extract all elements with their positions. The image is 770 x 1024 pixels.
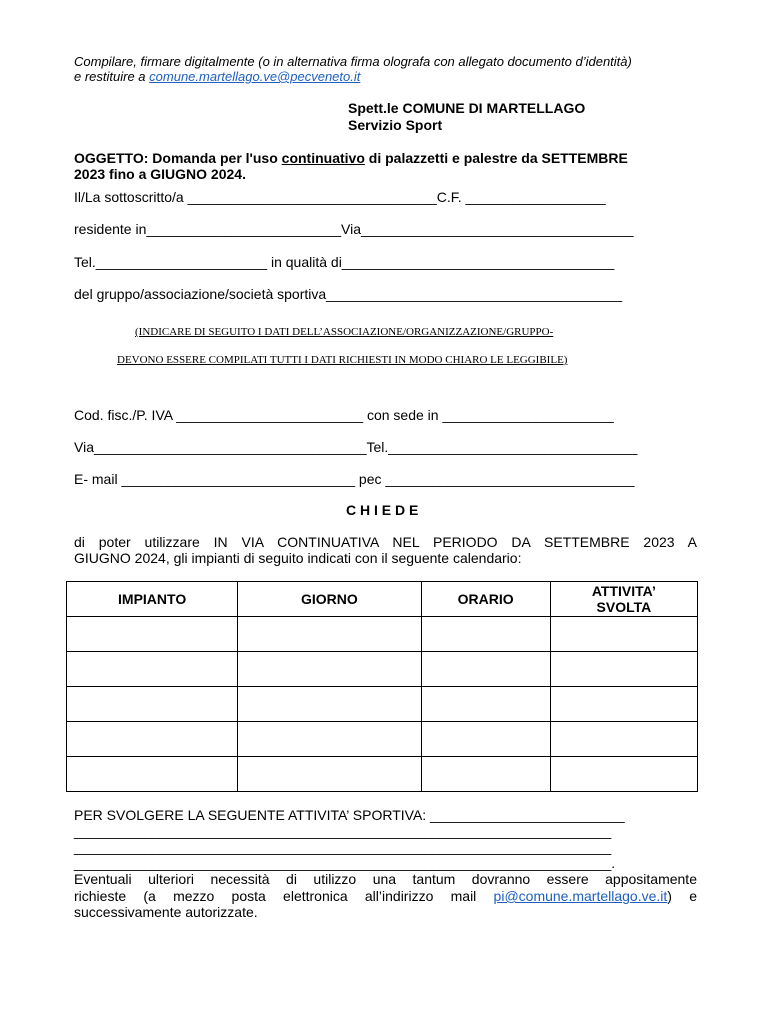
table-row <box>67 722 698 757</box>
cell-impianto[interactable] <box>67 652 238 687</box>
request-line-1: di poter utilizzare IN VIA CONTINUATIVA NEL PERIODO DA SETTEMBRE 2023 A <box>74 534 697 550</box>
cell-attivita[interactable] <box>550 757 697 792</box>
table-row <box>67 687 698 722</box>
cell-giorno[interactable] <box>238 757 421 792</box>
field-tel-qualita[interactable]: Tel.______________________ in qualità di___________________________________ <box>74 254 615 270</box>
field-gruppo[interactable]: del gruppo/associazione/società sportiva______________________________________ <box>74 286 623 302</box>
activity-line-4[interactable]: _____________________________________________________________________. <box>74 855 616 871</box>
cell-giorno[interactable] <box>238 617 421 652</box>
footer-line-2-suffix: ) e <box>667 888 697 904</box>
cell-impianto[interactable] <box>67 687 238 722</box>
calendar-table <box>66 581 698 792</box>
notice-line-1: (INDICARE DI SEGUITO I DATI DELL’ASSOCIAZIONE/ORGANIZZAZIONE/GRUPPO- <box>135 326 554 338</box>
subject-suffix: di palazzetti e palestre da SETTEMBRE <box>364 150 628 166</box>
field-sottoscritto[interactable]: Il/La sottoscritto/a ________________________________C.F. __________________ <box>74 189 606 205</box>
header-attivita <box>550 582 697 617</box>
header-attivita-label: ATTIVITA’ SVOLTA <box>591 583 656 615</box>
instructions-line-1: Compilare, firmare digitalmente (o in alternativa firma olografa con allegato documento d’identità) <box>74 54 632 69</box>
cell-attivita[interactable] <box>550 652 697 687</box>
field-residente[interactable]: residente in_________________________Via___________________________________ <box>74 221 634 237</box>
subject-line-2: 2023 fino a GIUGNO 2024. <box>74 166 246 182</box>
cell-giorno[interactable] <box>238 687 421 722</box>
subject-line-1 <box>74 150 628 167</box>
cell-impianto[interactable] <box>67 617 238 652</box>
field-email-pec[interactable]: E- mail ______________________________ pec ________________________________ <box>74 471 635 487</box>
cell-attivita[interactable] <box>550 617 697 652</box>
header-impianto: IMPIANTO <box>67 582 238 617</box>
recipient-office: Servizio Sport <box>348 117 443 133</box>
footer-line-3: successivamente autorizzate. <box>74 904 258 920</box>
cell-giorno[interactable] <box>238 722 421 757</box>
table-row <box>67 757 698 792</box>
cell-orario[interactable] <box>421 722 550 757</box>
table-row <box>67 652 698 687</box>
field-cod-fisc[interactable]: Cod. fisc./P. IVA ________________________ con sede in ______________________ <box>74 407 614 423</box>
subject-emphasis: continuativo <box>281 150 365 166</box>
table-row <box>67 617 698 652</box>
cell-orario[interactable] <box>421 617 550 652</box>
chiede-heading: C H I E D E <box>346 502 419 518</box>
table-header-row <box>67 582 698 617</box>
cell-giorno[interactable] <box>238 652 421 687</box>
footer-line-2-prefix: richieste (a mezzo posta elettronica all’indirizzo mail <box>74 888 494 904</box>
subject-prefix: OGGETTO: Domanda per l'uso <box>74 150 282 166</box>
cell-orario[interactable] <box>421 757 550 792</box>
header-giorno: GIORNO <box>238 582 421 617</box>
cell-impianto[interactable] <box>67 757 238 792</box>
footer-line-2 <box>74 888 697 905</box>
cell-orario[interactable] <box>421 652 550 687</box>
instructions-prefix: e restituire a <box>74 69 150 84</box>
header-orario: ORARIO <box>421 582 550 617</box>
pi-email-link[interactable]: pi@comune.martellago.ve.it <box>493 888 668 904</box>
recipient-name: Spett.le COMUNE DI MARTELLAGO <box>348 100 586 116</box>
notice-line-2: DEVONO ESSERE COMPILATI TUTTI I DATI RICHIESTI IN MODO CHIARO LE LEGGIBILE) <box>117 354 568 366</box>
instructions-line-2 <box>74 69 360 85</box>
request-line-2: GIUGNO 2024, gli impianti di seguito indicati con il seguente calendario: <box>74 550 522 566</box>
field-via-tel[interactable]: Via___________________________________Tel.________________________________ <box>74 439 638 455</box>
activity-line-2[interactable]: _____________________________________________________________________ <box>74 823 612 839</box>
pec-email-link[interactable]: comune.martellago.ve@pecveneto.it <box>149 69 361 84</box>
footer-line-1: Eventuali ulteriori necessità di utilizzo una tantum dovranno essere appositamente <box>74 871 697 887</box>
cell-attivita[interactable] <box>550 687 697 722</box>
activity-line-3[interactable]: _____________________________________________________________________ <box>74 839 612 855</box>
cell-impianto[interactable] <box>67 722 238 757</box>
cell-attivita[interactable] <box>550 722 697 757</box>
activity-label[interactable]: PER SVOLGERE LA SEGUENTE ATTIVITA’ SPORTIVA: _________________________ <box>74 807 625 823</box>
cell-orario[interactable] <box>421 687 550 722</box>
